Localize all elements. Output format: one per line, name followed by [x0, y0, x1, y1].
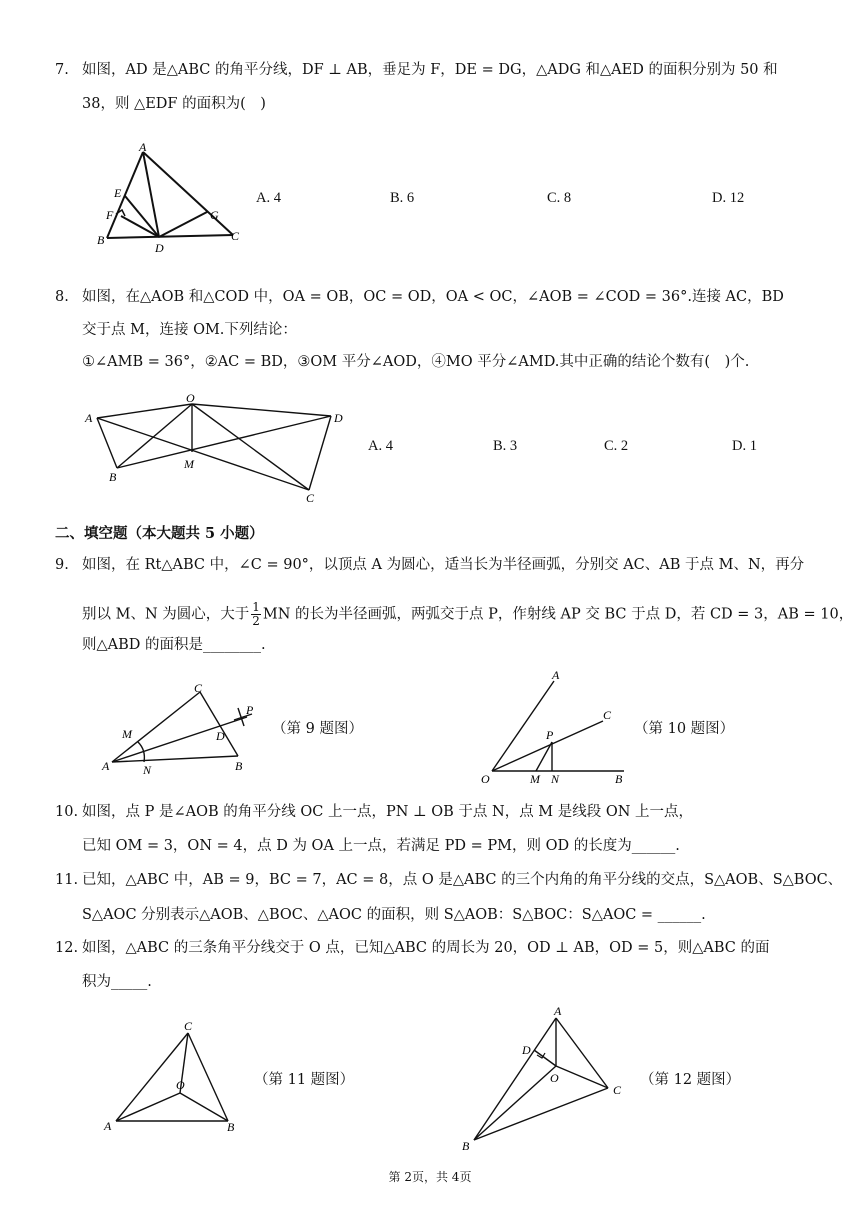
- q10-label-p: P: [546, 728, 554, 742]
- q7-option-a: A. 4: [256, 190, 281, 206]
- q10-label-m: M: [530, 772, 540, 786]
- q7-segment-df: [121, 216, 159, 237]
- q7-text-line1: 如图，AD 是△ABC 的角平分线，DF ⊥ AB，垂足为 F，DE = DG，△ADG 和△AED 的面积分别为 50 和: [82, 62, 778, 78]
- q12-number: 12.: [55, 940, 79, 956]
- section-fill-in-heading: 二、填空题（本大题共 5 小题）: [55, 525, 264, 542]
- q10-label-n: N: [551, 772, 560, 786]
- q11-text-line1: 已知，△ABC 中，AB = 9，BC = 7，AC = 8，点 O 是△ABC 的三个内角的角平分线的交点，S△AOB、S△BOC、: [82, 872, 843, 888]
- q9-label-b: B: [235, 759, 243, 773]
- q7-label-d: D: [155, 241, 164, 255]
- q11-label-o: O: [176, 1078, 185, 1092]
- q9-text-line1: 如图，在 Rt△ABC 中，∠C = 90°，以顶点 A 为圆心，适当长为半径画弧，分别交 AC、AB 于点 M、N，再分: [82, 557, 805, 573]
- q9-fraction-numerator: 1: [252, 600, 260, 614]
- q7-option-d: D. 12: [712, 190, 745, 206]
- q9-label-p: P: [246, 703, 254, 717]
- q9-label-a: A: [102, 759, 110, 773]
- q8-label-o: O: [186, 391, 195, 405]
- q7-segment-de: [125, 196, 159, 237]
- q8-number: 8.: [55, 289, 69, 305]
- page-footer: 第 2页，共 4页: [388, 1170, 472, 1184]
- q9-label-n: N: [143, 763, 152, 777]
- q11-label-b: B: [227, 1120, 235, 1134]
- q8-label-c: C: [306, 491, 315, 505]
- q8-text-line3: ①∠AMB = 36°，②AC = BD，③OM 平分∠AOD，④MO 平分∠AMD.其中正确的结论个数有( )个.: [82, 354, 750, 370]
- q7-label-c: C: [231, 229, 240, 243]
- q9-fraction-denominator: 2: [252, 614, 260, 628]
- q7-label-b: B: [97, 233, 105, 247]
- q7-segment-dg: [159, 212, 207, 237]
- q9-text-line2: [82, 601, 853, 628]
- q10-label-b: B: [615, 772, 623, 786]
- q8-option-a: A. 4: [368, 438, 393, 454]
- q7-option-c: C. 8: [547, 190, 572, 206]
- q9-number: 9.: [55, 557, 69, 573]
- q10-figure: [478, 665, 638, 785]
- q7-label-g: G: [210, 208, 219, 222]
- q12-label-a: A: [554, 1004, 562, 1018]
- q8-option-c: C. 2: [604, 438, 629, 454]
- q8-label-a: A: [85, 411, 93, 425]
- q11-figure: [100, 1015, 250, 1140]
- q12-label-c: C: [613, 1083, 622, 1097]
- q8-label-d: D: [334, 411, 343, 425]
- q12-figure: [458, 1000, 628, 1155]
- q7-label-f: F: [106, 208, 114, 222]
- q10-number: 10.: [55, 804, 79, 820]
- q9-fraction: [251, 601, 261, 628]
- q7-option-b: B. 6: [390, 190, 415, 206]
- q11-label-a: A: [104, 1119, 112, 1133]
- q7-side-bc: [107, 235, 233, 238]
- q8-option-d: D. 1: [732, 438, 757, 454]
- q12-label-o: O: [550, 1071, 559, 1085]
- q7-figure: [95, 140, 255, 255]
- q11-text-line2: S△AOC 分别表示△AOB、△BOC、△AOC 的面积，则 S△AOB：S△BOC：S△AOC = ______.: [82, 907, 706, 923]
- q9-text-line2-pre: 别以 M、N 为圆心，大于: [82, 606, 250, 623]
- q8-text-line1: 如图，在△AOB 和△COD 中，OA = OB，OC = OD，OA < OC，∠AOB = ∠COD = 36°.连接 AC，BD: [82, 289, 784, 305]
- q8-figure: [85, 390, 355, 505]
- q9-text-line3: 则△ABD 的面积是________.: [82, 637, 266, 653]
- q9-text-line2-post: MN 的长为半径画弧，两弧交于点 P，作射线 AP 交 BC 于点 D，若 CD = 3，AB = 10，: [262, 606, 854, 623]
- q7-number: 7.: [55, 62, 69, 78]
- q12-text-line2: 积为_____.: [82, 974, 152, 990]
- q9-figure: [100, 680, 270, 775]
- q8-text-line2: 交于点 M，连接 OM.下列结论：: [82, 322, 297, 338]
- q10-figure-caption: （第 10 题图）: [634, 721, 735, 737]
- q9-label-d: D: [216, 729, 225, 743]
- q8-label-m: M: [184, 457, 194, 471]
- q9-label-c: C: [194, 681, 203, 695]
- q7-text-line2: 38，则 △EDF 的面积为( ): [82, 96, 266, 112]
- q11-figure-caption: （第 11 题图）: [254, 1072, 355, 1088]
- q9-figure-caption: （第 9 题图）: [272, 721, 363, 737]
- q12-figure-caption: （第 12 题图）: [640, 1072, 741, 1088]
- q10-text-line2: 已知 OM = 3，ON = 4，点 D 为 OA 上一点，若满足 PD = PM，则 OD 的长度为______.: [82, 838, 680, 854]
- q8-option-b: B. 3: [493, 438, 518, 454]
- q10-label-a: A: [552, 668, 560, 682]
- q12-label-b: B: [462, 1139, 470, 1153]
- q10-label-c: C: [603, 708, 612, 722]
- q10-label-o: O: [481, 772, 490, 786]
- q11-label-c: C: [184, 1019, 193, 1033]
- q12-text-line1: 如图，△ABC 的三条角平分线交于 O 点，已知△ABC 的周长为 20，OD ⊥ AB，OD = 5，则△ABC 的面: [82, 940, 770, 956]
- q10-text-line1: 如图，点 P 是∠AOB 的角平分线 OC 上一点，PN ⊥ OB 于点 N，点 M 是线段 ON 上一点，: [82, 804, 694, 820]
- q12-label-d: D: [522, 1043, 531, 1057]
- q7-label-e: E: [114, 186, 122, 200]
- q7-label-a: A: [139, 140, 147, 154]
- q8-label-b: B: [109, 470, 117, 484]
- q11-number: 11.: [55, 872, 79, 888]
- q9-label-m: M: [122, 727, 132, 741]
